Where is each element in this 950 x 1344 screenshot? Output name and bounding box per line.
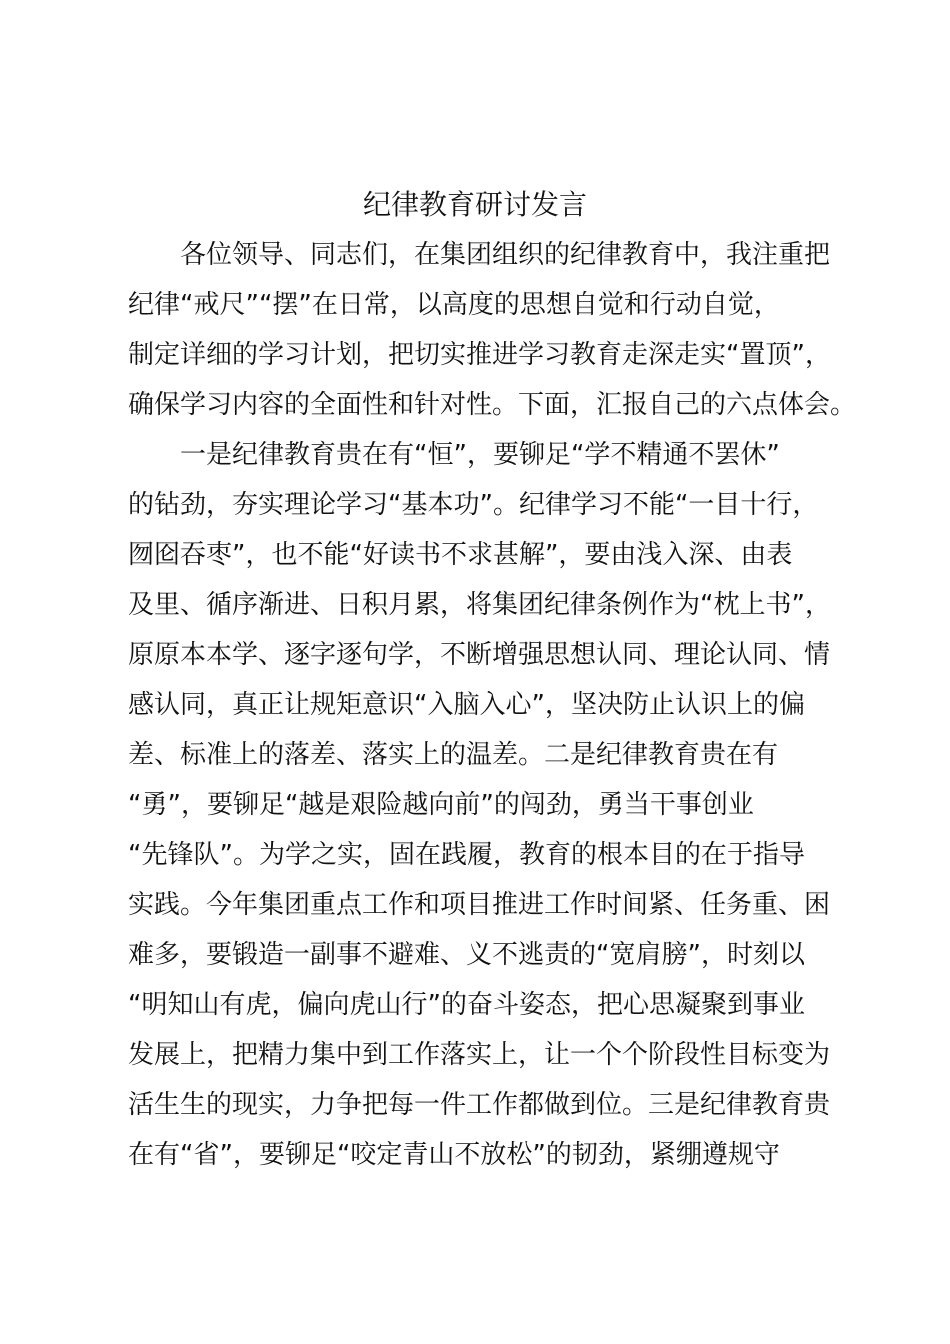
body-line: “勇”，要铆足“越是艰险越向前”的闯劲，勇当干事创业 [128, 790, 754, 820]
body-line: 活生生的现实，力争把每一件工作都做到位。三是纪律教育贵 [128, 1090, 831, 1120]
body-line: 纪律“戒尺”“摆”在日常，以高度的思想自觉和行动自觉， [128, 290, 780, 320]
document-body [128, 230, 857, 1180]
body-line: 差、标准上的落差、落实上的温差。二是纪律教育贵在有 [128, 740, 779, 770]
body-line: “先锋队”。为学之实，固在践履，教育的根本目的在于指导 [128, 840, 805, 870]
body-line: 感认同，真正让规矩意识“入脑入心”，坚决防止认识上的偏 [128, 690, 805, 720]
body-line: “明知山有虎，偏向虎山行”的奋斗姿态，把心思凝聚到事业 [128, 990, 805, 1020]
body-line: 各位领导、同志们，在集团组织的纪律教育中，我注重把 [180, 240, 831, 270]
body-line: 的钻劲，夯实理论学习“基本功”。纪律学习不能“一目十行， [128, 490, 819, 520]
body-line: 实践。今年集团重点工作和项目推进工作时间紧、任务重、困 [128, 890, 831, 920]
body-line: 原原本本学、逐字逐句学，不断增强思想认同、理论认同、情 [128, 640, 831, 670]
body-line: 囫囵吞枣”，也不能“好读书不求甚解”，要由浅入深、由表 [128, 540, 793, 570]
body-line: 难多，要锻造一副事不避难、义不逃责的“宽肩膀”，时刻以 [128, 940, 805, 970]
body-line: 确保学习内容的全面性和针对性。下面，汇报自己的六点体会。 [128, 390, 857, 420]
body-line: 制定详细的学习计划，把切实推进学习教育走深走实“置顶”， [128, 340, 831, 370]
body-line: 发展上，把精力集中到工作落实上，让一个个阶段性目标变为 [128, 1040, 831, 1070]
body-line: 及里、循序渐进、日积月累，将集团纪律条例作为“枕上书”， [128, 590, 831, 620]
body-line: 在有“省”，要铆足“咬定青山不放松”的韧劲，紧绷遵规守 [128, 1140, 780, 1170]
document-title: 纪律教育研讨发言 [362, 188, 587, 221]
body-line: 一是纪律教育贵在有“恒”，要铆足“学不精通不罢休” [180, 440, 780, 470]
